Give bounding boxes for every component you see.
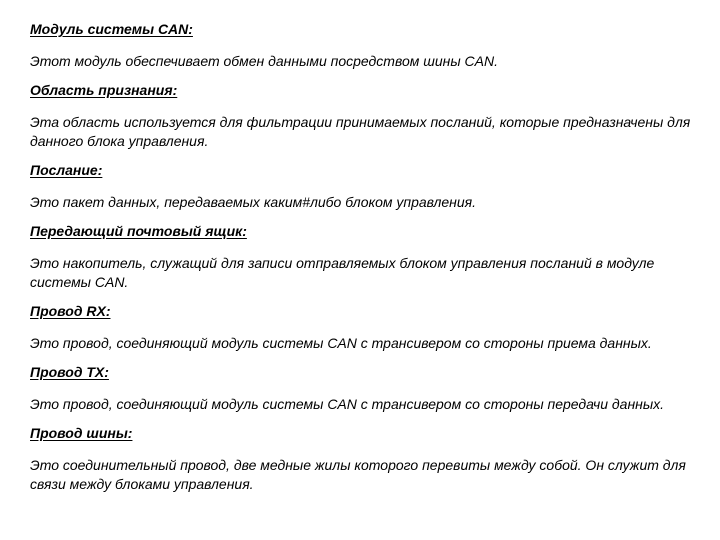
term-heading: Область признания: [30,82,178,98]
term-definition: Эта область используется для фильтрации принимаемых посланий, которые предназначены для данного блока управления. [30,114,691,149]
term-definition: Это накопитель, служащий для записи отправляемых блоком управления посланий в модуле системы CAN. [30,255,655,290]
term-heading: Передающий почтовый ящик: [30,223,247,239]
term-definition: Это соединительный провод, две медные жилы которого перевиты между собой. Он служит для связи между блоками управления. [30,457,686,492]
term-definition: Этот модуль обеспечивает обмен данными посредством шины CAN. [30,53,498,69]
term-heading: Провод TX: [30,364,109,380]
glossary-entry-rx-wire [30,302,696,353]
term-definition: Это провод, соединяющий модуль системы CAN с трансивером со стороны приема данных. [30,335,652,351]
term-definition: Это пакет данных, передаваемых каким#либо блоком управления. [30,194,477,210]
glossary-entry-message [30,161,696,212]
term-heading: Послание: [30,162,103,178]
glossary-entry-can-module [30,20,696,71]
term-definition: Это провод, соединяющий модуль системы CAN с трансивером со стороны передачи данных. [30,396,665,412]
glossary-entry-transmit-mailbox [30,222,696,292]
term-heading: Провод шины: [30,425,133,441]
term-heading: Провод RX: [30,303,111,319]
term-heading: Модуль системы CAN: [30,21,193,37]
glossary-entry-bus-wire [30,424,696,494]
glossary-entry-tx-wire [30,363,696,414]
glossary-entry-acceptance-area [30,81,696,151]
glossary-page [30,20,696,504]
